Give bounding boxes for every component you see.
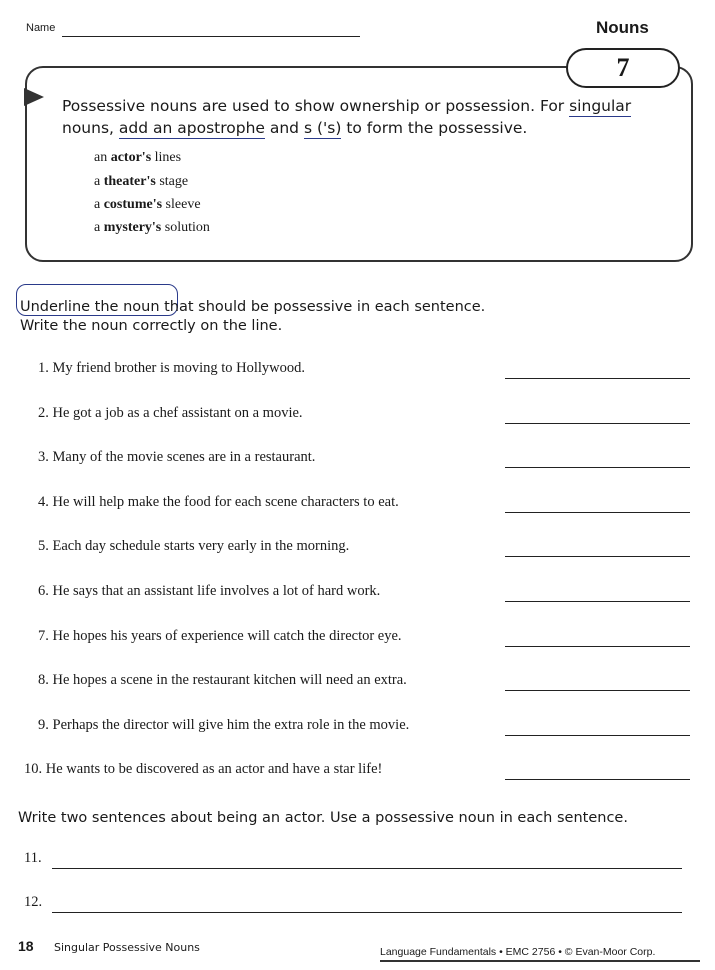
item-number: 11. [24,850,42,866]
instructions [20,298,485,336]
example: a theater's stage [94,174,189,189]
example: a mystery's solution [94,220,210,235]
name-field-line[interactable] [62,36,360,37]
instruction-circled: Underline the noun [20,299,160,315]
rule-underlined: add an apostrophe [118,119,265,137]
sentence-item: 4. He will help make the food for each scene characters to eat. [38,493,399,510]
answer-line[interactable] [505,556,690,557]
instruction-text: that should be possessive in each sentence. [159,299,486,315]
sentence-item: 5. Each day schedule starts very early in the morning. [38,538,350,555]
answer-line[interactable] [505,779,690,780]
page-number: 18 [18,938,34,954]
answer-line[interactable] [505,467,690,468]
rule-part: Possessive nouns are used to show ownership or possession. For [62,97,570,115]
sentence-item: 10. He wants to be discovered as an actor and have a star life! [24,761,383,778]
sentence-item: 8. He hopes a scene in the restaurant kitchen will need an extra. [38,672,407,689]
rule-text [62,95,682,139]
sentence-item: 6. He says that an assistant life involves a lot of hard work. [38,583,381,599]
name-label: Name [26,22,56,34]
rule-underlined: s ('s) [303,119,342,137]
writing-instruction: Write two sentences about being an actor. Use a possessive noun in each sentence. [18,810,628,826]
rule-underlined: singular [569,97,632,115]
sentence-item: 1. My friend brother is moving to Hollywood. [38,360,306,376]
answer-line[interactable] [505,601,690,602]
sentence-item: 7. He hopes his years of experience will catch the director eye. [38,627,402,644]
answer-line[interactable] [505,646,690,647]
lesson-number-badge: 7 [566,48,680,88]
answer-line[interactable] [505,735,690,736]
answer-line[interactable] [505,512,690,513]
answer-line[interactable] [52,868,682,869]
arrow-pointer-icon [24,88,44,106]
sentence-item: 9. Perhaps the director will give him the extra role in the movie. [38,716,410,733]
sentence-item: 2. He got a job as a chef assistant on a movie. [38,404,303,421]
answer-line[interactable] [505,690,690,691]
item-number: 12. [24,894,43,910]
sentence-item: 3. Many of the movie scenes are in a restaurant. [38,449,316,466]
example: a costume's sleeve [94,197,201,212]
rule-part: nouns, [62,119,119,137]
answer-line[interactable] [52,912,682,913]
answer-line[interactable] [505,378,690,379]
answer-line[interactable] [505,423,690,424]
unit-title: Nouns [596,18,649,37]
example: an actor's lines [94,150,182,165]
rule-part: to form the possessive. [341,119,528,137]
rule-part: and [264,119,304,137]
instruction-text: Write the noun correctly on the line. [20,318,283,334]
footer-credit: Language Fundamentals • EMC 2756 • © Evan-Moor Corp. [380,946,700,962]
footer-topic: Singular Possessive Nouns [54,941,200,954]
